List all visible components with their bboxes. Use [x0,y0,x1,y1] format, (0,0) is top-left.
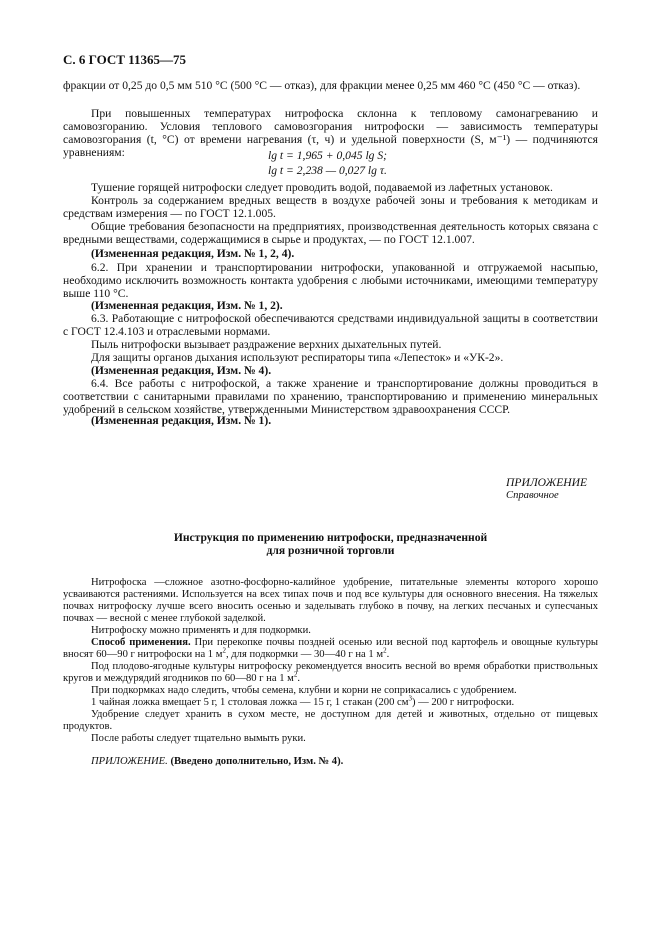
edition-note-1: (Измененная редакция, Изм. № 1, 2, 4). [91,247,295,260]
equation-2: lg t = 2,238 — 0,027 lg τ. [268,164,387,177]
paragraph-general-safety: Общие требования безопасности на предприятиях, производственная деятельность которых связана с вредными веществами, содержащимися в сырье и продуктах, — по ГОСТ 12.1.007. [63,220,598,246]
appendix-paragraph-storage: Удобрение следует хранить в сухом месте, не доступном для детей и животных, отдельно от пищевых продуктов. [63,709,598,732]
berries-text-1: Под плодово-ягодные культуры нитрофоску рекомендуется вносить весной во время обработки приствольных кругов и междурядий ягодников по 60—80 г на 1 м [63,661,598,684]
application-method-label: Способ применения. [91,637,191,648]
measures-text-1: 1 чайная ложка вмещает 5 г, 1 столовая ложка — 15 г, 1 стакан (200 см [91,697,409,708]
edition-note-2: (Измененная редакция, Изм. № 1, 2). [91,299,283,312]
appendix-paragraph-wash-hands: После работы следует тщательно вымыть руки. [91,733,306,744]
appendix-paragraph-berries [63,661,598,685]
paragraph-6-3: 6.3. Работающие с нитрофоской обеспечиваются средствами индивидуальной защиты в соответствии с ГОСТ 12.4.103 и отраслевыми нормами. [63,312,598,338]
paragraph-fraction: фракции от 0,25 до 0,5 мм 510 °С (500 °С — отказ), для фракции менее 0,25 мм 460 °С (450 °С — отказ). [63,79,581,92]
appendix-paragraph-measures [63,694,598,709]
appendix-paragraph-application [63,637,598,661]
berries-text-2: . [297,673,300,684]
application-text-1: При перекопке почвы поздней осенью или весной под картофель и овощные культуры вносят 60—90 г нитрофоски на 1 м [63,637,598,660]
appendix-label: ПРИЛОЖЕНИЕ [506,476,588,489]
superscript-cube: 3 [408,694,412,703]
paragraph-6-4: 6.4. Все работы с нитрофоской, а также хранение и транспортирование должны проводиться в соответствии с санитарными правилами по хранению, транспортированию и применению минеральных удобрений в сельском хозяйстве, утвержденными Министерством здравоохранения СССР. [63,377,598,416]
paragraph-respirators: Для защиты органов дыхания используют респираторы типа «Лепесток» и «УК-2». [91,351,504,364]
superscript-square: 2 [293,670,298,679]
footer-edition-note: (Введено дополнительно, Изм. № 4). [170,756,344,767]
superscript-square: 2 [222,646,226,655]
superscript-square: 2 [383,646,387,655]
equation-1: lg t = 1,965 + 0,045 lg S; [268,149,388,162]
paragraph-extinguishing: Тушение горящей нитрофоски следует проводить водой, подаваемой из лафетных установок. [91,181,553,194]
paragraph-self-ignition: При повышенных температурах нитрофоска склонна к тепловому самонагреванию и самовозгоранию. Условия теплового самовозгорания нитрофоски — зависимость температуры самовозгорания (t, °С) от времени нагревания (τ, ч) и удельной поверхности (S, м⁻¹) — подчиняются уравнениям: [63,107,598,159]
footer-appendix-label: ПРИЛОЖЕНИЕ. [91,756,168,767]
application-text-3: . [386,649,390,660]
appendix-paragraph-top-dressing: Нитрофоску можно применять и для подкормки. [91,625,311,636]
edition-note-3: (Измененная редакция, Изм. № 4). [91,364,272,377]
appendix-paragraph-description: Нитрофоска —сложное азотно-фосфорно-калийное удобрение, питательные элементы которого хорошо усваиваются растениями. Используется на всех типах почв и под все культуры для основного внесения. На тяжелых почвах нитрофоску лучше всего вносить осенью и заделывать глубоко в почву, на легких песчаных и супесчаных почвах — весной с менее глубокой заделкой. [63,577,598,624]
edition-note-4: (Измененная редакция, Изм. № 1). [91,414,272,427]
measures-text-2: ) — 200 г нитрофоски. [411,697,515,708]
application-text-2: , для подкормки — 30—40 г на 1 м [225,649,384,660]
appendix-paragraph-seeds: При подкормках надо следить, чтобы семена, клубни и корни не соприкасались с удобрением. [91,685,517,696]
paragraph-dust: Пыль нитрофоски вызывает раздражение верхних дыхательных путей. [91,338,442,351]
appendix-footer-note [63,756,598,768]
appendix-title-line-1: Инструкция по применению нитрофоски, предназначенной [173,531,488,544]
appendix-sublabel: Справочное [506,490,559,501]
appendix-title-line-2: для розничной торговли [266,544,395,557]
paragraph-control: Контроль за содержанием вредных веществ в воздухе рабочей зоны и требования к методикам и средствам измерения — по ГОСТ 12.1.005. [63,194,598,220]
paragraph-6-2: 6.2. При хранении и транспортировании нитрофоски, упакованной и отгружаемой насыпью, необходимо исключить возможность контакта удобрения с любыми источниками, имеющими температуру выше 110 °С. [63,261,598,300]
page-header: С. 6 ГОСТ 11365—75 [63,52,186,67]
